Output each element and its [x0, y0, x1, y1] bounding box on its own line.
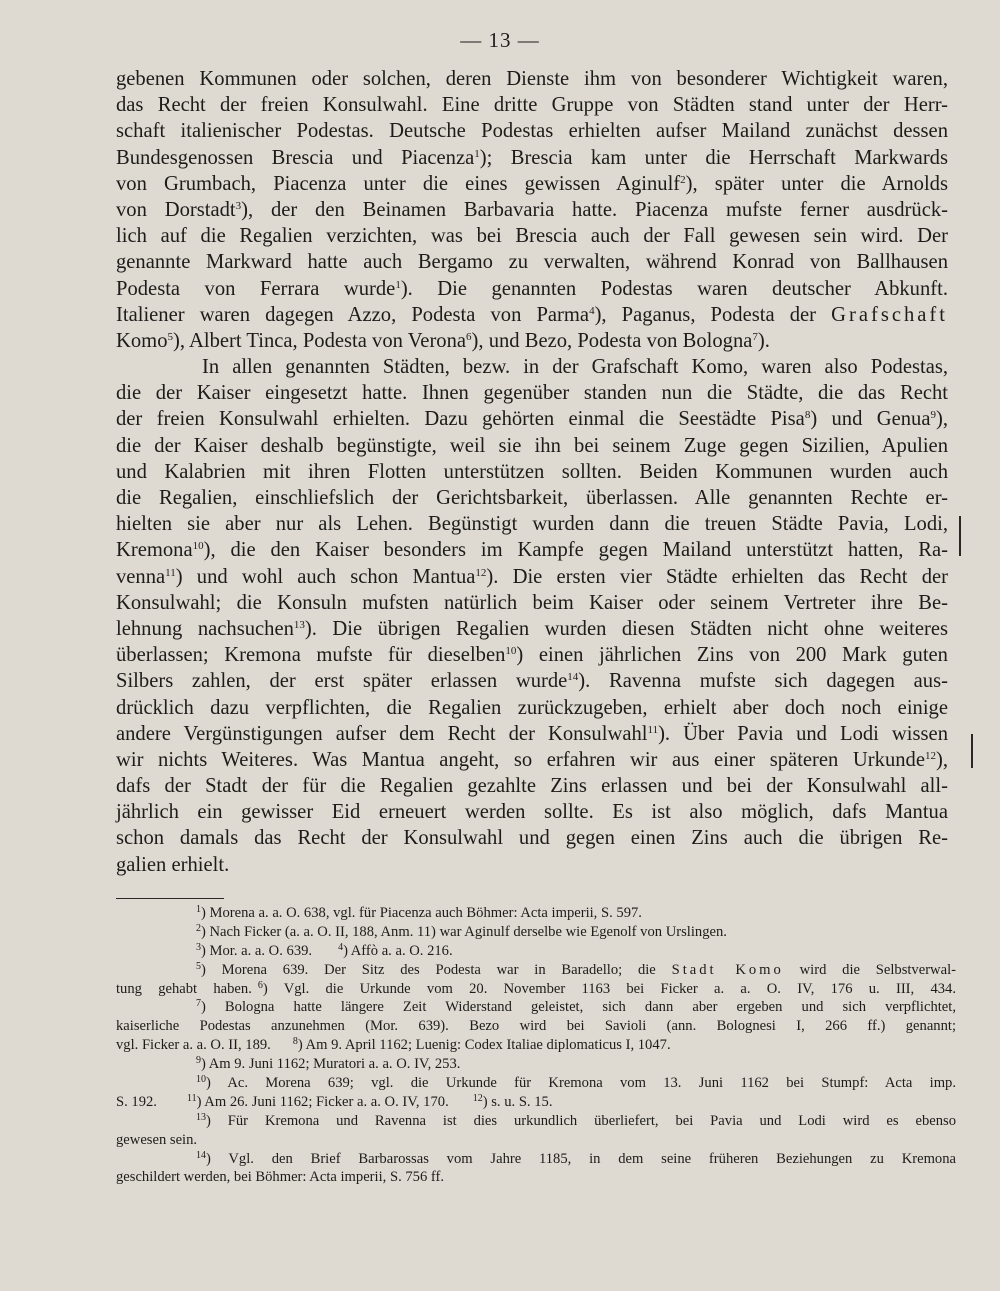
- footnote-text: ) Bologna hatte längere Zeit Widerstand geleistet, sich dann aber ergeben und sich verpflichtet,: [201, 999, 956, 1016]
- footnote: [116, 998, 956, 1017]
- text-line: [116, 302, 948, 328]
- footnote-number: 8: [292, 1036, 298, 1048]
- text-line: und Kalabrien mit ihren Flotten unterstützen sollten. Beiden Kommunen wurden auch: [116, 460, 948, 483]
- text-segment: venna: [116, 565, 166, 588]
- footnote-text: ) Vgl. den Brief Barbarossas vom Jahre 1185, in dem seine früheren Beziehungen zu Kremona: [206, 1150, 956, 1167]
- text-segment: ); Brescia kam unter die Herrschaft Markwards: [479, 146, 948, 169]
- footnote-number: 9: [196, 1055, 201, 1067]
- footnote-text: ) Nach Ficker (a. a. O. II, 188, Anm. 11) war Aginulf derselbe wie Egenolf von Urslingen.: [201, 923, 727, 940]
- text-segment: ), Albert Tinca, Podesta von Verona: [172, 329, 467, 352]
- footnote: geschildert werden, bei Böhmer: Acta imperii, S. 756 ff.: [116, 1169, 445, 1186]
- footnote-ref[interactable]: 10: [505, 645, 517, 658]
- footnote-ref[interactable]: 12: [475, 566, 487, 579]
- main-text: [116, 66, 948, 878]
- text-segment: Italiener waren dagegen Azzo, Podesta von Parma: [116, 303, 590, 326]
- text-segment: ),: [935, 408, 948, 431]
- footnote: [116, 1055, 956, 1074]
- page-number: — 13 —: [460, 28, 540, 52]
- text-line: [116, 406, 948, 432]
- text-segment: ). Ravenna mufste sich dagegen aus-: [578, 670, 948, 693]
- footnote-ref[interactable]: 11: [647, 723, 659, 736]
- footnote-number: 14: [196, 1149, 206, 1161]
- footnote-text: vgl. Ficker a. a. O. II, 189.: [116, 1037, 271, 1054]
- footnote-number: 4: [338, 941, 344, 953]
- footnote-text: ) Morena 639. Der Sitz des Podesta war in Baradello; die: [201, 961, 672, 978]
- footnote-text: ) Vgl. die Urkunde vom 20. November 1163 bei Ficker a. a. O. IV, 176 u. III, 434.: [262, 980, 956, 997]
- footnote-number: 6: [257, 979, 263, 991]
- footnote: [116, 1112, 956, 1131]
- text-line: [116, 668, 948, 694]
- footnote-ref[interactable]: 9: [930, 409, 936, 422]
- text-line: die der Kaiser eingesetzt hatte. Ihnen gegenüber standen nun die Städte, die das Recht: [116, 382, 948, 405]
- text-line: [116, 564, 948, 590]
- text-segment: ). Die ersten vier Städte erhielten das Recht der: [486, 565, 948, 588]
- text-segment: überlassen; Kremona mufste für dieselben: [116, 644, 506, 667]
- text-segment: ), Paganus, Podesta der: [594, 303, 832, 326]
- footnote-number: 10: [196, 1074, 206, 1086]
- footnote-number: 2: [196, 922, 201, 934]
- footnote-number: 3: [196, 941, 201, 953]
- text-line: hielten sie aber nur als Lehen. Begünstigt wurden dann die treuen Städte Pavia, Lodi,: [116, 513, 948, 536]
- text-segment: ) einen jährlichen Zins von 200 Mark guten: [516, 644, 948, 667]
- text-line: [116, 328, 948, 354]
- text-segment: von Dorstadt: [116, 198, 236, 221]
- footnote-text: ) Mor. a. a. O. 639.: [201, 942, 313, 959]
- footnote: [116, 961, 956, 980]
- text-segment: Bundesgenossen Brescia und Piacenza: [116, 146, 475, 169]
- text-line: In allen genannten Städten, bezw. in der Grafschaft Komo, waren also Podestas,: [202, 356, 948, 379]
- text-line: [116, 145, 948, 171]
- footnote: [116, 942, 956, 961]
- spaced-text: Grafschaft: [831, 303, 948, 326]
- footnote-number: 12: [472, 1092, 483, 1104]
- footnote-ref[interactable]: 3: [235, 199, 242, 212]
- text-segment: ) und wohl auch schon Mantua: [175, 565, 476, 588]
- footnote-text: S. 192.: [116, 1093, 157, 1110]
- footnote-ref[interactable]: 7: [752, 330, 758, 343]
- text-segment: von Grumbach, Piacenza unter die eines gewissen Aginulf: [116, 172, 681, 195]
- footnote-ref[interactable]: 11: [165, 566, 176, 579]
- footnote-ref[interactable]: 5: [167, 330, 173, 343]
- footnote-rule: [116, 898, 224, 899]
- footnote: kaiserliche Podestas anzunehmen (Mor. 639). Bezo wird bei Savioli (ann. Bolognesi I, 266 ff.) genannt;: [116, 1018, 956, 1035]
- margin-mark: [971, 734, 973, 768]
- text-line: dafs der Stadt der für die Regalien gezahlte Zins erlassen und bei der Konsulwahl all-: [116, 775, 948, 798]
- text-segment: Silbers zahlen, der erst später erlassen wurde: [116, 670, 568, 693]
- text-line: schaft italienischer Podestas. Deutsche Podestas erhielten aufser Mailand zunächst dessen: [116, 120, 948, 143]
- text-segment: der freien Konsulwahl erhielten. Dazu gehörten einmal die Seestädte Pisa: [116, 408, 805, 431]
- text-segment: wir nichts Weiteres. Was Mantua angeht, so erfahren wir aus einer späteren Urkunde: [116, 748, 925, 771]
- footnote-text: ) s. u. S. 15.: [482, 1093, 553, 1110]
- text-segment: Podesta von Ferrara wurde: [116, 277, 396, 300]
- footnote-ref[interactable]: 14: [567, 671, 579, 684]
- footnote-ref[interactable]: 4: [589, 304, 595, 317]
- margin-mark: [959, 516, 961, 556]
- footnote-number: 13: [196, 1111, 206, 1123]
- footnote-text: ) Für Kremona und Ravenna ist dies urkundlich überliefert, bei Pavia und Lodi wird es ebenso: [206, 1112, 956, 1129]
- text-line: [116, 721, 948, 747]
- footnote-text: ) Am 26. Juni 1162; Ficker a. a. O. IV, 170.: [196, 1093, 449, 1110]
- footnote-text: ) Ac. Morena 639; vgl. die Urkunde für Kremona vom 13. Juni 1162 bei Stumpf: Acta imp.: [206, 1075, 956, 1092]
- text-line: das Recht der freien Konsulwahl. Eine dritte Gruppe von Städten stand unter der Herr-: [116, 94, 948, 117]
- text-line: Konsulwahl; die Konsuln mufsten natürlich beim Kaiser oder seinem Vertreter ihre Be-: [116, 591, 948, 614]
- footnote: gewesen sein.: [116, 1131, 198, 1148]
- text-line: die Regalien, einschliefslich der Gerichtsbarkeit, überlassen. Alle genannten Rechte er-: [116, 487, 948, 509]
- text-line: galien erhielt.: [116, 853, 230, 876]
- footnote-text: ) Am 9. Juni 1162; Muratori a. a. O. IV, 253.: [201, 1056, 461, 1073]
- text-line: [116, 197, 948, 223]
- footnote-ref[interactable]: 8: [804, 409, 811, 422]
- text-segment: ).: [757, 329, 770, 352]
- text-segment: ),: [935, 748, 948, 771]
- text-segment: andere Vergünstigungen aufser dem Recht der Konsulwahl: [116, 722, 648, 745]
- text-segment: ), die den Kaiser besonders im Kampfe gegen Mailand unterstützt hatten, Ra-: [203, 539, 948, 562]
- footnote: [116, 923, 956, 942]
- footnote-number: 7: [196, 998, 201, 1010]
- footnote: [116, 1150, 956, 1169]
- footnote: [116, 980, 956, 999]
- text-segment: lehnung nachsuchen: [116, 617, 294, 640]
- text-line: die der Kaiser deshalb begünstigte, weil sie ihn bei seinem Zuge gegen Sizilien, Apulien: [116, 434, 948, 457]
- text-segment: ). Über Pavia und Lodi wissen: [658, 722, 948, 745]
- footnote-text: ) Am 9. April 1162; Luenig: Codex Italiae diplomaticus I, 1047.: [297, 1037, 671, 1054]
- text-line: [116, 616, 948, 642]
- footnote-ref[interactable]: 1: [395, 278, 401, 291]
- text-line: [116, 642, 948, 668]
- footnote: [116, 1036, 956, 1055]
- footnote-ref[interactable]: 10: [192, 540, 204, 553]
- footnotes: [116, 904, 956, 1187]
- text-line: [116, 747, 948, 773]
- text-line: [116, 171, 948, 197]
- text-segment: ). Die genannten Podestas waren deutscher Abkunft.: [400, 277, 949, 300]
- footnote: [116, 1074, 956, 1093]
- footnote-ref[interactable]: 1: [474, 147, 480, 160]
- footnote-number: 5: [196, 960, 201, 972]
- text-line: jährlich ein gewisser Eid erneuert werden sollte. Es ist also möglich, dafs Mantua: [116, 801, 948, 824]
- footnote: [116, 904, 956, 923]
- text-line: drücklich dazu verpflichten, die Regalien zurückzugeben, erhielt aber doch noch einige: [116, 696, 948, 719]
- spaced-text: Stadt Komo: [671, 961, 784, 978]
- footnote-number: 11: [186, 1092, 197, 1104]
- text-line: gebenen Kommunen oder solchen, deren Dienste ihm von besonderer Wichtigkeit waren,: [116, 68, 948, 90]
- text-line: [116, 537, 948, 563]
- footnote-text: ) Affò a. a. O. 216.: [343, 942, 453, 959]
- footnote-text: ) Morena a. a. O. 638, vgl. für Piacenza auch Böhmer: Acta imperii, S. 597.: [201, 905, 642, 921]
- footnote-text: tung gehabt haben.: [116, 980, 252, 997]
- text-segment: ), und Bezo, Podesta von Bologna: [471, 329, 753, 352]
- text-segment: ), der den Beinamen Barbavaria hatte. Piacenza mufste ferner ausdrück-: [241, 198, 948, 221]
- footnote-ref[interactable]: 12: [924, 749, 936, 762]
- footnote: [116, 1093, 956, 1112]
- text-line: lich auf die Regalien verzichten, was bei Brescia auch der Fall gewesen sein wird. Der: [116, 225, 948, 248]
- footnote-ref[interactable]: 6: [466, 330, 472, 343]
- text-segment: ) und Genua: [810, 408, 931, 431]
- footnote-text: wird die Selbstverwal-: [783, 961, 956, 978]
- text-segment: Kremona: [116, 539, 193, 562]
- text-line: schon damals das Recht der Konsulwahl und gegen einen Zins auch die übrigen Re-: [116, 827, 948, 850]
- footnote-ref[interactable]: 13: [293, 618, 305, 631]
- text-segment: ), später unter die Arnolds: [685, 172, 948, 195]
- footnote-ref[interactable]: 2: [680, 173, 686, 186]
- text-line: genannte Markward hatte auch Bergamo zu verwalten, während Konrad von Ballhausen: [116, 251, 948, 274]
- text-segment: Komo: [116, 329, 168, 352]
- text-line: [116, 276, 948, 302]
- footnote-number: 1: [196, 904, 201, 915]
- text-segment: ). Die übrigen Regalien wurden diesen Städten nicht ohne weiteres: [304, 617, 948, 640]
